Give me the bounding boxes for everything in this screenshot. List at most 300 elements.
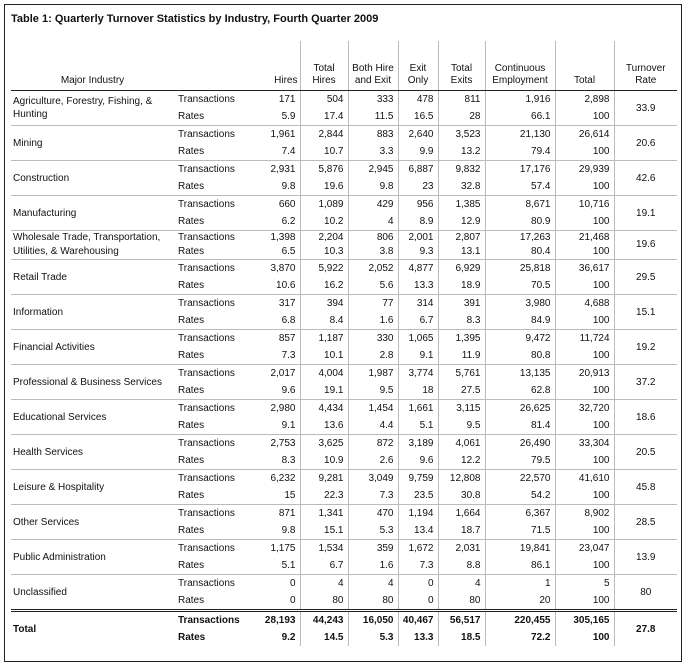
- rates-label: Rates: [178, 595, 205, 606]
- total-exits-rate: 32.8: [438, 178, 485, 196]
- total-exits-value: 1,385: [438, 196, 485, 214]
- header-total-hires: Total Hires: [300, 41, 348, 91]
- continuous-employment-rate: 72.2: [485, 629, 555, 646]
- total-value: 4,688: [555, 295, 614, 313]
- exit-only-value: 1,661: [398, 400, 438, 418]
- both-hire-exit-value: 359: [348, 540, 398, 558]
- total-hires-rate: 19.1: [300, 382, 348, 400]
- hires-value: 1,398: [254, 231, 300, 246]
- hires-value: 871: [254, 505, 300, 523]
- total-hires-value: 5,876: [300, 161, 348, 179]
- total-exits-rate: 13.2: [438, 143, 485, 161]
- hires-rate: 9.6: [281, 385, 296, 396]
- continuous-employment-value: 8,671: [485, 196, 555, 214]
- table-row-transactions: [11, 330, 677, 348]
- hires-value: 28,193: [254, 611, 300, 630]
- transactions-label: Transactions: [174, 91, 254, 109]
- total-hires-value: 1,534: [300, 540, 348, 558]
- both-hire-exit-value: 3,049: [348, 470, 398, 488]
- rates-label: Rates: [178, 280, 205, 291]
- total-rate: 100: [555, 178, 614, 196]
- exit-only-value: 1,194: [398, 505, 438, 523]
- total-hires-rate: 16.2: [300, 277, 348, 295]
- total-exits-rate: 9.5: [438, 417, 485, 435]
- total-value: 21,468: [555, 231, 614, 246]
- exit-only-value: 1,672: [398, 540, 438, 558]
- exit-only-rate: 18: [398, 382, 438, 400]
- exit-only-rate: 9.3: [398, 245, 438, 260]
- transactions-label: Transactions: [174, 260, 254, 278]
- total-rate: 100: [555, 312, 614, 330]
- rates-label: Rates: [178, 632, 206, 643]
- both-hire-exit-value: 872: [348, 435, 398, 453]
- total-hires-value: 2,204: [300, 231, 348, 246]
- both-hire-exit-rate: 2.8: [348, 347, 398, 365]
- industry-name: Public Administration: [11, 540, 174, 575]
- exit-only-value: 4,877: [398, 260, 438, 278]
- total-exits-rate: 18.5: [438, 629, 485, 646]
- transactions-label: Transactions: [174, 161, 254, 179]
- total-value: 20,913: [555, 365, 614, 383]
- total-rate: 100: [555, 522, 614, 540]
- hires-rate: 5.1: [281, 560, 296, 571]
- both-hire-exit-value: 333: [348, 91, 398, 109]
- continuous-employment-rate: 70.5: [485, 277, 555, 295]
- continuous-employment-rate: 79.5: [485, 452, 555, 470]
- transactions-label: Transactions: [174, 540, 254, 558]
- both-hire-exit-rate: 5.6: [348, 277, 398, 295]
- table-row-transactions: [11, 540, 677, 558]
- hires-value: 0: [254, 575, 300, 593]
- continuous-employment-rate: 84.9: [485, 312, 555, 330]
- header-continuous-employment: Continuous Employment: [485, 41, 555, 91]
- rates-label: Rates: [178, 146, 205, 157]
- total-value: 11,724: [555, 330, 614, 348]
- exit-only-rate: 23.5: [398, 487, 438, 505]
- both-hire-exit-value: 77: [348, 295, 398, 313]
- total-hires-value: 5,922: [300, 260, 348, 278]
- industry-name: Financial Activities: [11, 330, 174, 365]
- both-hire-exit-rate: 7.3: [348, 487, 398, 505]
- hires-value: 171: [254, 91, 300, 109]
- total-hires-value: 4: [300, 575, 348, 593]
- total-rate: 100: [555, 382, 614, 400]
- turnover-rate-value: 80: [614, 575, 677, 611]
- hires-rate: 9.2: [281, 632, 296, 643]
- total-label: Total: [11, 611, 174, 647]
- continuous-employment-value: 1: [485, 575, 555, 593]
- transactions-label: Transactions: [174, 231, 254, 246]
- industry-name: Retail Trade: [11, 260, 174, 295]
- exit-only-value: 0: [398, 575, 438, 593]
- total-hires-value: 2,844: [300, 126, 348, 144]
- total-rate: 100: [555, 245, 614, 260]
- rates-label: Rates: [178, 455, 205, 466]
- table-footer: [11, 611, 677, 647]
- total-exits-rate: 12.2: [438, 452, 485, 470]
- total-value: 36,617: [555, 260, 614, 278]
- rates-label: Rates: [178, 525, 205, 536]
- exit-only-value: 956: [398, 196, 438, 214]
- industry-name: Information: [11, 295, 174, 330]
- total-hires-value: 394: [300, 295, 348, 313]
- total-hires-rate: 19.6: [300, 178, 348, 196]
- turnover-rate-value: 19.1: [614, 196, 677, 231]
- both-hire-exit-value: 806: [348, 231, 398, 246]
- transactions-label: Transactions: [174, 196, 254, 214]
- exit-only-value: 2,001: [398, 231, 438, 246]
- continuous-employment-value: 9,472: [485, 330, 555, 348]
- total-hires-rate: 10.2: [300, 213, 348, 231]
- total-value: 33,304: [555, 435, 614, 453]
- continuous-employment-rate: 57.4: [485, 178, 555, 196]
- total-exits-rate: 8.3: [438, 312, 485, 330]
- total-exits-rate: 80: [438, 592, 485, 611]
- total-hires-rate: 10.7: [300, 143, 348, 161]
- total-rate: 100: [555, 347, 614, 365]
- industry-name: Agriculture, Forestry, Fishing, & Hunting: [11, 91, 174, 126]
- exit-only-rate: 9.1: [398, 347, 438, 365]
- continuous-employment-value: 3,980: [485, 295, 555, 313]
- header-total-exits: Total Exits: [438, 41, 485, 91]
- table-row-transactions: [11, 575, 677, 593]
- table-row-transactions: [11, 470, 677, 488]
- turnover-rate-value: 27.8: [614, 611, 677, 647]
- continuous-employment-value: 26,625: [485, 400, 555, 418]
- continuous-employment-value: 6,367: [485, 505, 555, 523]
- total-value: 2,898: [555, 91, 614, 109]
- total-exits-value: 1,664: [438, 505, 485, 523]
- total-exits-rate: 28: [438, 108, 485, 126]
- total-rate: 100: [555, 213, 614, 231]
- continuous-employment-value: 22,570: [485, 470, 555, 488]
- both-hire-exit-value: 1,454: [348, 400, 398, 418]
- continuous-employment-value: 25,818: [485, 260, 555, 278]
- both-hire-exit-value: 2,052: [348, 260, 398, 278]
- industry-name: Leisure & Hospitality: [11, 470, 174, 505]
- total-hires-value: 44,243: [300, 611, 348, 630]
- total-hires-rate: 13.6: [300, 417, 348, 435]
- table-title: [11, 13, 378, 25]
- turnover-rate-value: 15.1: [614, 295, 677, 330]
- total-value: 41,610: [555, 470, 614, 488]
- both-hire-exit-value: 16,050: [348, 611, 398, 630]
- total-exits-value: 9,832: [438, 161, 485, 179]
- turnover-rate-value: 37.2: [614, 365, 677, 400]
- total-rate: 100: [555, 143, 614, 161]
- total-exits-value: 2,031: [438, 540, 485, 558]
- exit-only-rate: 23: [398, 178, 438, 196]
- both-hire-exit-rate: 4: [348, 213, 398, 231]
- table-row-transactions: [11, 161, 677, 179]
- transactions-label: Transactions: [174, 505, 254, 523]
- rates-label: Rates: [178, 385, 205, 396]
- total-value: 32,720: [555, 400, 614, 418]
- table-row-transactions: [11, 231, 677, 246]
- table-row-transactions: [11, 260, 677, 278]
- both-hire-exit-value: 1,987: [348, 365, 398, 383]
- total-hires-rate: 17.4: [300, 108, 348, 126]
- transactions-label: Transactions: [174, 435, 254, 453]
- total-exits-value: 4: [438, 575, 485, 593]
- turnover-rate-value: 42.6: [614, 161, 677, 196]
- transactions-label: Transactions: [174, 470, 254, 488]
- table-row-transactions: [11, 505, 677, 523]
- both-hire-exit-rate: 9.5: [348, 382, 398, 400]
- total-hires-rate: 14.5: [300, 629, 348, 646]
- exit-only-rate: 9.9: [398, 143, 438, 161]
- total-exits-rate: 8.8: [438, 557, 485, 575]
- total-exits-rate: 18.9: [438, 277, 485, 295]
- continuous-employment-rate: 80.4: [485, 245, 555, 260]
- header-row: [11, 41, 677, 91]
- hires-rate: 9.8: [281, 181, 296, 192]
- total-value: 305,165: [555, 611, 614, 630]
- rates-label: Rates: [178, 181, 205, 192]
- turnover-rate-value: 18.6: [614, 400, 677, 435]
- total-hires-value: 1,341: [300, 505, 348, 523]
- hires-rate: 7.4: [281, 146, 296, 157]
- total-value: 8,902: [555, 505, 614, 523]
- both-hire-exit-value: 883: [348, 126, 398, 144]
- total-hires-value: 1,187: [300, 330, 348, 348]
- total-row-transactions: [11, 611, 677, 630]
- turnover-rate-value: 19.6: [614, 231, 677, 260]
- total-exits-rate: 13.1: [438, 245, 485, 260]
- turnover-rate-value: 28.5: [614, 505, 677, 540]
- hires-value: 317: [254, 295, 300, 313]
- rates-label: Rates: [178, 420, 205, 431]
- industry-name: Professional & Business Services: [11, 365, 174, 400]
- transactions-label: Transactions: [174, 400, 254, 418]
- hires-value: 2,931: [254, 161, 300, 179]
- total-exits-rate: 27.5: [438, 382, 485, 400]
- rates-label: Rates: [178, 315, 205, 326]
- total-rate: 100: [555, 277, 614, 295]
- rates-label: Rates: [178, 490, 205, 501]
- table-row-transactions: [11, 400, 677, 418]
- header-turnover-rate: Turnover Rate: [614, 41, 677, 91]
- table-frame: [4, 4, 682, 662]
- header-hires: Hires: [254, 41, 300, 91]
- industry-name: Wholesale Trade, Transportation, Utilities, & Warehousing: [11, 231, 174, 260]
- exit-only-rate: 0: [398, 592, 438, 611]
- industry-name: Health Services: [11, 435, 174, 470]
- rates-label: Rates: [178, 560, 205, 571]
- exit-only-rate: 9.6: [398, 452, 438, 470]
- continuous-employment-rate: 80.8: [485, 347, 555, 365]
- continuous-employment-value: 17,176: [485, 161, 555, 179]
- total-rate: 100: [555, 629, 614, 646]
- both-hire-exit-rate: 1.6: [348, 312, 398, 330]
- total-hires-rate: 15.1: [300, 522, 348, 540]
- total-hires-value: 1,089: [300, 196, 348, 214]
- both-hire-exit-value: 2,945: [348, 161, 398, 179]
- transactions-label: Transactions: [174, 365, 254, 383]
- total-rate: 100: [555, 417, 614, 435]
- table-row-transactions: [11, 196, 677, 214]
- total-exits-value: 391: [438, 295, 485, 313]
- header-exit-only: Exit Only: [398, 41, 438, 91]
- exit-only-rate: 13.4: [398, 522, 438, 540]
- exit-only-value: 3,189: [398, 435, 438, 453]
- total-value: 5: [555, 575, 614, 593]
- rates-label: Rates: [178, 246, 205, 257]
- exit-only-rate: 13.3: [398, 629, 438, 646]
- total-exits-value: 12,808: [438, 470, 485, 488]
- industry-name: Educational Services: [11, 400, 174, 435]
- exit-only-value: 2,640: [398, 126, 438, 144]
- total-exits-rate: 30.8: [438, 487, 485, 505]
- header-industry: Major Industry: [11, 41, 174, 91]
- total-hires-rate: 6.7: [300, 557, 348, 575]
- total-hires-value: 3,625: [300, 435, 348, 453]
- continuous-employment-value: 19,841: [485, 540, 555, 558]
- total-exits-value: 1,395: [438, 330, 485, 348]
- turnover-table: [11, 41, 677, 646]
- both-hire-exit-rate: 4.4: [348, 417, 398, 435]
- exit-only-value: 314: [398, 295, 438, 313]
- exit-only-value: 9,759: [398, 470, 438, 488]
- exit-only-value: 6,887: [398, 161, 438, 179]
- table-body: [11, 91, 677, 611]
- both-hire-exit-rate: 3.3: [348, 143, 398, 161]
- turnover-rate-value: 33.9: [614, 91, 677, 126]
- hires-value: 1,961: [254, 126, 300, 144]
- industry-name: Unclassified: [11, 575, 174, 611]
- hires-rate: 6.8: [281, 315, 296, 326]
- both-hire-exit-rate: 5.3: [348, 629, 398, 646]
- header-spacer: [174, 41, 254, 91]
- hires-rate: 5.9: [281, 111, 296, 122]
- header-total: Total: [555, 41, 614, 91]
- turnover-rate-value: 45.8: [614, 470, 677, 505]
- both-hire-exit-value: 330: [348, 330, 398, 348]
- hires-value: 2,017: [254, 365, 300, 383]
- exit-only-rate: 6.7: [398, 312, 438, 330]
- turnover-rate-value: 20.5: [614, 435, 677, 470]
- hires-rate: 6.2: [281, 216, 296, 227]
- both-hire-exit-rate: 9.8: [348, 178, 398, 196]
- hires-rate: 0: [289, 595, 296, 606]
- exit-only-value: 3,774: [398, 365, 438, 383]
- continuous-employment-value: 1,916: [485, 91, 555, 109]
- exit-only-rate: 13.3: [398, 277, 438, 295]
- continuous-employment-rate: 54.2: [485, 487, 555, 505]
- both-hire-exit-rate: 3.8: [348, 245, 398, 260]
- both-hire-exit-value: 470: [348, 505, 398, 523]
- continuous-employment-rate: 71.5: [485, 522, 555, 540]
- total-hires-value: 504: [300, 91, 348, 109]
- table-row-transactions: [11, 365, 677, 383]
- hires-value: 6,232: [254, 470, 300, 488]
- industry-name: Mining: [11, 126, 174, 161]
- exit-only-rate: 8.9: [398, 213, 438, 231]
- hires-value: 3,870: [254, 260, 300, 278]
- industry-name: Construction: [11, 161, 174, 196]
- total-exits-value: 56,517: [438, 611, 485, 630]
- turnover-rate-value: 20.6: [614, 126, 677, 161]
- table-row-transactions: [11, 295, 677, 313]
- total-hires-rate: 10.1: [300, 347, 348, 365]
- continuous-employment-value: 26,490: [485, 435, 555, 453]
- total-hires-rate: 10.9: [300, 452, 348, 470]
- total-exits-value: 2,807: [438, 231, 485, 246]
- both-hire-exit-rate: 1.6: [348, 557, 398, 575]
- total-rate: 100: [555, 592, 614, 611]
- header-both-hire-exit: Both Hire and Exit: [348, 41, 398, 91]
- transactions-label: Transactions: [174, 611, 254, 630]
- total-exits-rate: 12.9: [438, 213, 485, 231]
- table-title-text: Quarterly Turnover Statistics by Industry, Fourth Quarter 2009: [54, 13, 379, 25]
- continuous-employment-value: 220,455: [485, 611, 555, 630]
- rates-label: Rates: [178, 350, 205, 361]
- hires-value: 857: [254, 330, 300, 348]
- table-row-transactions: [11, 435, 677, 453]
- transactions-label: Transactions: [174, 126, 254, 144]
- both-hire-exit-rate: 5.3: [348, 522, 398, 540]
- total-hires-rate: 8.4: [300, 312, 348, 330]
- both-hire-exit-value: 4: [348, 575, 398, 593]
- continuous-employment-rate: 79.4: [485, 143, 555, 161]
- total-rate: 100: [555, 452, 614, 470]
- total-exits-value: 4,061: [438, 435, 485, 453]
- total-hires-rate: 22.3: [300, 487, 348, 505]
- turnover-rate-value: 13.9: [614, 540, 677, 575]
- total-value: 23,047: [555, 540, 614, 558]
- exit-only-rate: 7.3: [398, 557, 438, 575]
- total-exits-value: 3,115: [438, 400, 485, 418]
- total-exits-rate: 11.9: [438, 347, 485, 365]
- total-exits-value: 5,761: [438, 365, 485, 383]
- total-hires-rate: 10.3: [300, 245, 348, 260]
- hires-value: 2,753: [254, 435, 300, 453]
- both-hire-exit-rate: 11.5: [348, 108, 398, 126]
- continuous-employment-rate: 81.4: [485, 417, 555, 435]
- exit-only-value: 478: [398, 91, 438, 109]
- total-value: 10,716: [555, 196, 614, 214]
- hires-value: 660: [254, 196, 300, 214]
- table-title-label: Table 1:: [11, 13, 52, 25]
- continuous-employment-rate: 62.8: [485, 382, 555, 400]
- transactions-label: Transactions: [174, 330, 254, 348]
- hires-value: 2,980: [254, 400, 300, 418]
- both-hire-exit-rate: 2.6: [348, 452, 398, 470]
- hires-rate: 10.6: [276, 280, 296, 291]
- exit-only-rate: 16.5: [398, 108, 438, 126]
- both-hire-exit-rate: 80: [348, 592, 398, 611]
- both-hire-exit-value: 429: [348, 196, 398, 214]
- hires-rate: 9.1: [281, 420, 296, 431]
- continuous-employment-value: 17,263: [485, 231, 555, 246]
- industry-name: Manufacturing: [11, 196, 174, 231]
- total-hires-rate: 80: [300, 592, 348, 611]
- exit-only-rate: 5.1: [398, 417, 438, 435]
- transactions-label: Transactions: [174, 575, 254, 593]
- hires-rate: 8.3: [281, 455, 296, 466]
- total-hires-value: 4,004: [300, 365, 348, 383]
- industry-name: Other Services: [11, 505, 174, 540]
- table-row-transactions: [11, 126, 677, 144]
- total-value: 29,939: [555, 161, 614, 179]
- continuous-employment-rate: 80.9: [485, 213, 555, 231]
- continuous-employment-value: 13,135: [485, 365, 555, 383]
- continuous-employment-rate: 86.1: [485, 557, 555, 575]
- total-rate: 100: [555, 108, 614, 126]
- total-rate: 100: [555, 487, 614, 505]
- continuous-employment-value: 21,130: [485, 126, 555, 144]
- exit-only-value: 1,065: [398, 330, 438, 348]
